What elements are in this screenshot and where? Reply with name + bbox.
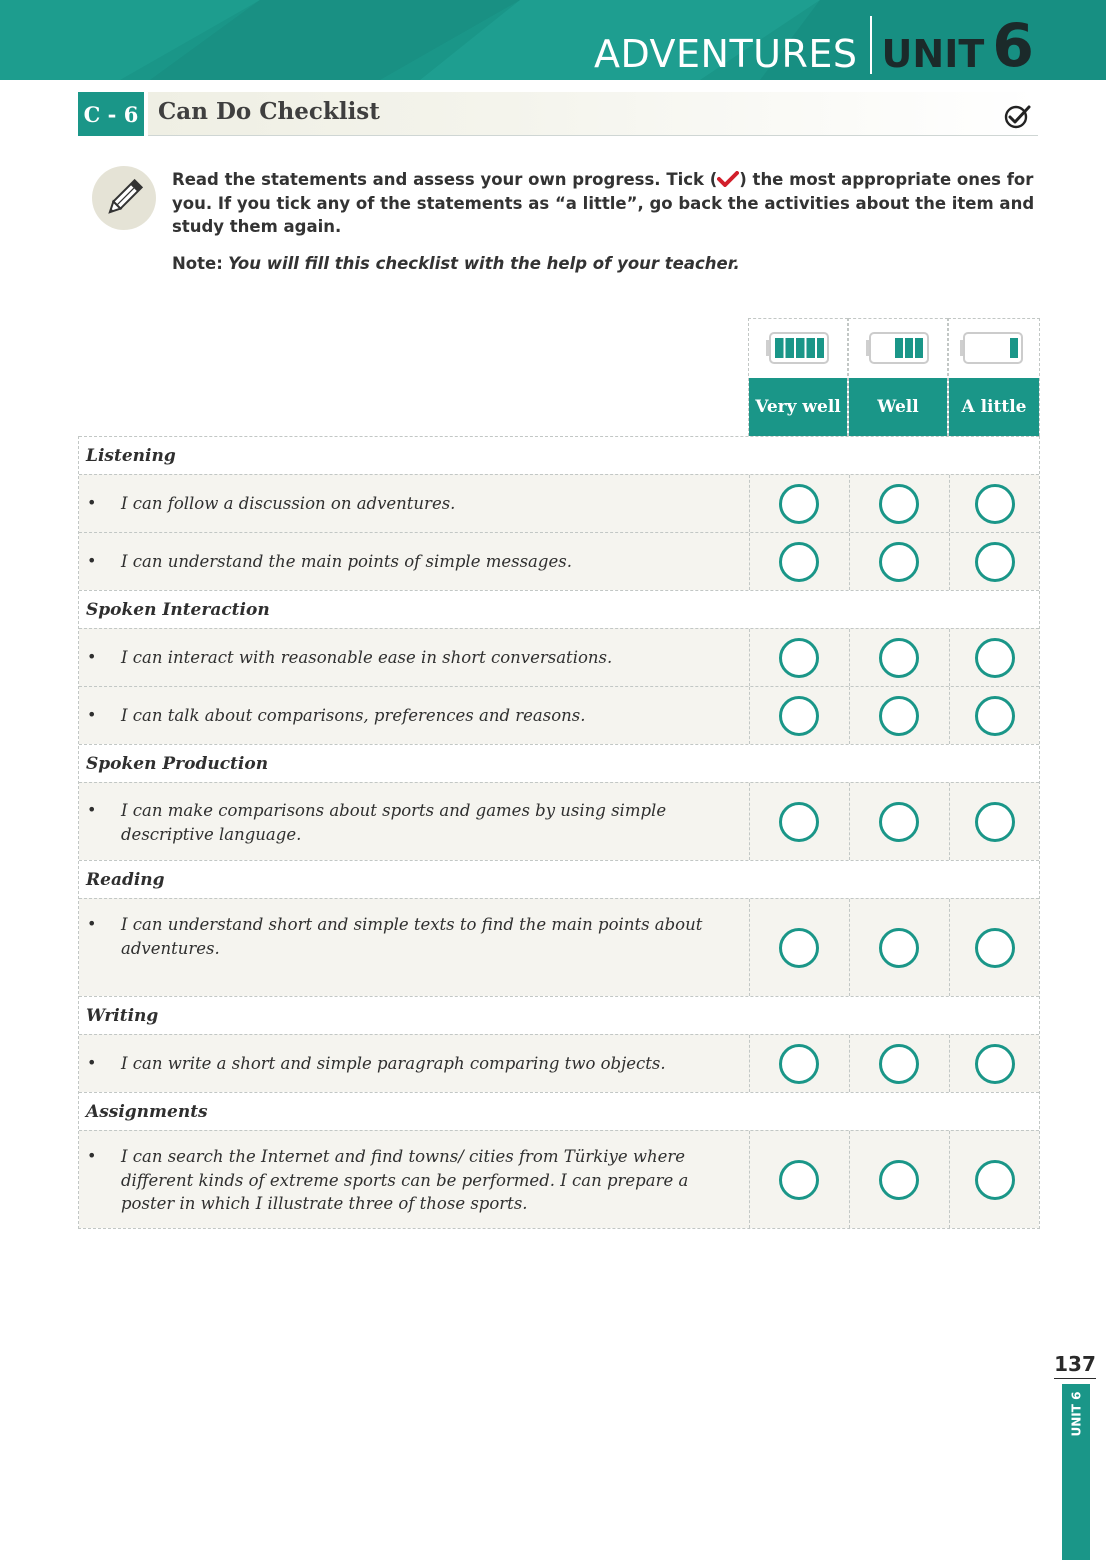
- rating-circle-a-little[interactable]: [975, 484, 1015, 524]
- rating-circle-well[interactable]: [879, 542, 919, 582]
- pencil-icon: [92, 166, 156, 230]
- battery-full-icon: [764, 330, 830, 366]
- checklist-item-row: [79, 898, 1039, 996]
- unit-label: UNIT: [881, 32, 985, 76]
- rating-circle-well[interactable]: [879, 1160, 919, 1200]
- header-banner: [0, 0, 1106, 80]
- banner-divider: [870, 16, 872, 74]
- category-label: Assignments: [86, 1102, 208, 1122]
- side-tab-label-wrap: [1062, 1384, 1090, 1444]
- category-label: Writing: [86, 1006, 159, 1026]
- category-label: Listening: [86, 446, 176, 466]
- checklist-item-text: I can make comparisons about sports and games by using simple descriptive language.: [121, 801, 667, 844]
- checklist-item-row: [79, 686, 1039, 744]
- column-separator: [949, 629, 950, 686]
- bullet: •: [87, 647, 97, 666]
- rating-circle-a-little[interactable]: [975, 638, 1015, 678]
- battery-medium-icon: [864, 330, 930, 366]
- category-row: [79, 744, 1039, 782]
- bullet: •: [87, 705, 97, 724]
- instructions-part2: ) the most appropriate ones for you. If you tick any of the statements as “a little”, go back the activities about the item and study them again.: [172, 170, 1035, 236]
- rating-circle-a-little[interactable]: [975, 1044, 1015, 1084]
- column-label-well: Well: [849, 378, 947, 436]
- battery-low-icon: [958, 330, 1024, 366]
- column-separator: [749, 629, 750, 686]
- tick-icon: [717, 171, 739, 187]
- checklist-check-icon: [1002, 102, 1032, 132]
- rating-circle-well[interactable]: [879, 638, 919, 678]
- checklist-item-row: [79, 1034, 1039, 1092]
- column-separator: [849, 1131, 850, 1228]
- column-separator: [849, 687, 850, 744]
- column-label-a-little: A little: [949, 378, 1039, 436]
- category-label: Spoken Interaction: [86, 600, 270, 620]
- section-title: Can Do Checklist: [158, 98, 380, 125]
- rating-circle-a-little[interactable]: [975, 928, 1015, 968]
- rating-circle-well[interactable]: [879, 928, 919, 968]
- instructions-text: [172, 168, 1042, 239]
- note-label: Note:: [172, 254, 223, 273]
- column-separator: [949, 899, 950, 996]
- checklist-item-text: I can write a short and simple paragraph comparing two objects.: [121, 1054, 666, 1073]
- column-separator: [949, 783, 950, 860]
- column-separator: [749, 475, 750, 532]
- rating-circle-very-well[interactable]: [779, 542, 819, 582]
- checklist-item-text: I can understand the main points of simple messages.: [121, 552, 572, 571]
- category-row: [79, 996, 1039, 1034]
- rating-circle-well[interactable]: [879, 484, 919, 524]
- note: [172, 254, 740, 273]
- rating-circle-a-little[interactable]: [975, 542, 1015, 582]
- rating-circle-well[interactable]: [879, 696, 919, 736]
- instructions-part1: Read the statements and assess your own progress. Tick (: [172, 170, 718, 189]
- rating-circle-very-well[interactable]: [779, 928, 819, 968]
- column-separator: [949, 1131, 950, 1228]
- category-label: Spoken Production: [86, 754, 269, 774]
- category-label: Reading: [86, 870, 165, 890]
- rating-circle-very-well[interactable]: [779, 484, 819, 524]
- rating-circle-well[interactable]: [879, 1044, 919, 1084]
- checklist-item-text: I can search the Internet and find towns/ cities from Türkiye where different kinds of extreme sports can be performed. I can prepare a poster in which I illustrate three of those sports.: [121, 1147, 689, 1213]
- note-text: You will fill this checklist with the help of your teacher.: [228, 254, 740, 273]
- column-separator: [749, 899, 750, 996]
- column-separator: [849, 1035, 850, 1092]
- rating-circle-very-well[interactable]: [779, 802, 819, 842]
- column-separator: [949, 687, 950, 744]
- column-separator: [849, 533, 850, 590]
- category-row: [79, 590, 1039, 628]
- checklist-item-row: [79, 782, 1039, 860]
- bullet: •: [87, 914, 97, 933]
- checklist-item-text: I can interact with reasonable ease in short conversations.: [121, 648, 613, 667]
- checklist-item-row: [79, 1130, 1039, 1228]
- page-number: 137: [1054, 1352, 1096, 1379]
- column-separator: [949, 533, 950, 590]
- checklist-item-row: [79, 532, 1039, 590]
- rating-circle-very-well[interactable]: [779, 1044, 819, 1084]
- column-separator: [849, 783, 850, 860]
- rating-circle-a-little[interactable]: [975, 696, 1015, 736]
- rating-circle-very-well[interactable]: [779, 638, 819, 678]
- checklist-item-text: I can talk about comparisons, preferences and reasons.: [121, 706, 586, 725]
- column-separator: [749, 783, 750, 860]
- unit-theme: ADVENTURES: [593, 32, 858, 76]
- column-separator: [849, 629, 850, 686]
- column-separator: [849, 475, 850, 532]
- rating-circle-a-little[interactable]: [975, 802, 1015, 842]
- category-row: [79, 860, 1039, 898]
- bullet: •: [87, 551, 97, 570]
- category-row: [79, 436, 1039, 474]
- checklist-rows: [78, 436, 1040, 1229]
- column-separator: [749, 687, 750, 744]
- column-separator: [849, 899, 850, 996]
- side-tab-label: UNIT 6: [1069, 1391, 1083, 1437]
- bullet: •: [87, 800, 97, 819]
- rating-circle-well[interactable]: [879, 802, 919, 842]
- column-separator: [749, 1131, 750, 1228]
- section-code: C - 6: [78, 92, 144, 136]
- rating-circle-very-well[interactable]: [779, 696, 819, 736]
- column-separator: [749, 533, 750, 590]
- column-separator: [949, 475, 950, 532]
- column-separator: [749, 1035, 750, 1092]
- checklist-item-text: I can follow a discussion on adventures.: [121, 494, 456, 513]
- bullet: •: [87, 493, 97, 512]
- banner-title: [593, 11, 1034, 80]
- column-label-very-well: Very well: [749, 378, 847, 436]
- checklist-item-row: [79, 474, 1039, 532]
- checklist-item-row: [79, 628, 1039, 686]
- bullet: •: [87, 1146, 97, 1165]
- column-separator: [949, 1035, 950, 1092]
- rating-circle-a-little[interactable]: [975, 1160, 1015, 1200]
- bullet: •: [87, 1053, 97, 1072]
- rating-circle-very-well[interactable]: [779, 1160, 819, 1200]
- unit-number: 6: [992, 11, 1034, 80]
- category-row: [79, 1092, 1039, 1130]
- checklist-item-text: I can understand short and simple texts to find the main points about adventures.: [121, 915, 703, 958]
